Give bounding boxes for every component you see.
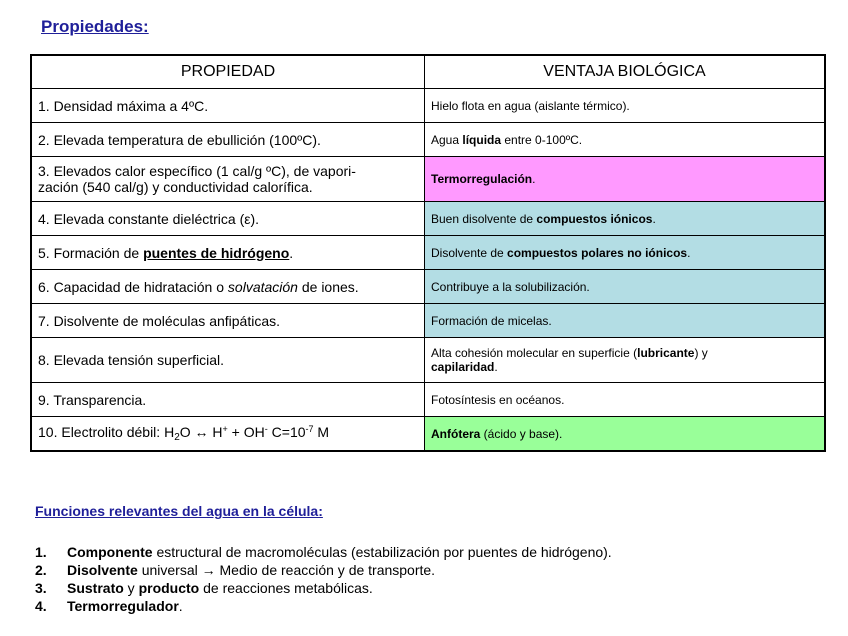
- advantage-cell: Alta cohesión molecular en superficie (lubricante) y capilaridad.: [425, 338, 826, 383]
- list-item: 1. Componente estructural de macromoléculas (estabilización por puentes de hidrógeno).: [35, 544, 612, 560]
- header-ventaja: VENTAJA BIOLÓGICA: [425, 55, 826, 89]
- functions-title: Funciones relevantes del agua en la célula:: [35, 503, 323, 519]
- table-row: [31, 417, 825, 452]
- table-row: [31, 123, 825, 157]
- property-cell: 3. Elevados calor específico (1 cal/g ºC), de vapori- zación (540 cal/g) y conductividad calorífica.: [31, 157, 425, 202]
- property-cell: 5. Formación de puentes de hidrógeno.: [31, 236, 425, 270]
- header-propiedad: PROPIEDAD: [31, 55, 425, 89]
- table-row: [31, 338, 825, 383]
- table-row: [31, 383, 825, 417]
- properties-table: [30, 54, 826, 452]
- advantage-cell: Termorregulación.: [425, 157, 826, 202]
- advantage-cell: Disolvente de compuestos polares no iónicos.: [425, 236, 826, 270]
- advantage-cell: Anfótera (ácido y base).: [425, 417, 826, 452]
- advantage-cell: Contribuye a la solubilización.: [425, 270, 826, 304]
- table-row: [31, 304, 825, 338]
- advantage-cell: Fotosíntesis en océanos.: [425, 383, 826, 417]
- advantage-cell: Hielo flota en agua (aislante térmico).: [425, 89, 826, 123]
- property-cell: 9. Transparencia.: [31, 383, 425, 417]
- functions-list: [35, 543, 612, 615]
- property-cell: 7. Disolvente de moléculas anfipáticas.: [31, 304, 425, 338]
- table-row: [31, 270, 825, 304]
- property-cell: 10. Electrolito débil: $H_2O$ ↔ H+ + OH- $C=10^{-7}$ M: [31, 417, 425, 452]
- property-cell: 1. Densidad máxima a 4ºC.: [31, 89, 425, 123]
- table-row: [31, 89, 825, 123]
- property-cell: 8. Elevada tensión superficial.: [31, 338, 425, 383]
- table-row: [31, 236, 825, 270]
- table-row: [31, 202, 825, 236]
- property-cell: 4. Elevada constante dieléctrica (ε).: [31, 202, 425, 236]
- list-item: 2. Disolvente universal → Medio de reacción y de transporte.: [35, 562, 436, 578]
- advantage-cell: Formación de micelas.: [425, 304, 826, 338]
- advantage-cell: Buen disolvente de compuestos iónicos.: [425, 202, 826, 236]
- table-header-row: [31, 55, 825, 89]
- property-cell: 6. Capacidad de hidratación o solvatación de iones.: [31, 270, 425, 304]
- advantage-cell: Agua líquida entre 0-100ºC.: [425, 123, 826, 157]
- list-item: 4. Termorregulador.: [35, 598, 183, 614]
- property-cell: 2. Elevada temperatura de ebullición (100ºC).: [31, 123, 425, 157]
- list-item: 3. Sustrato y producto de reacciones metabólicas.: [35, 580, 373, 596]
- page-title: Propiedades:: [41, 17, 149, 36]
- table-row: [31, 157, 825, 202]
